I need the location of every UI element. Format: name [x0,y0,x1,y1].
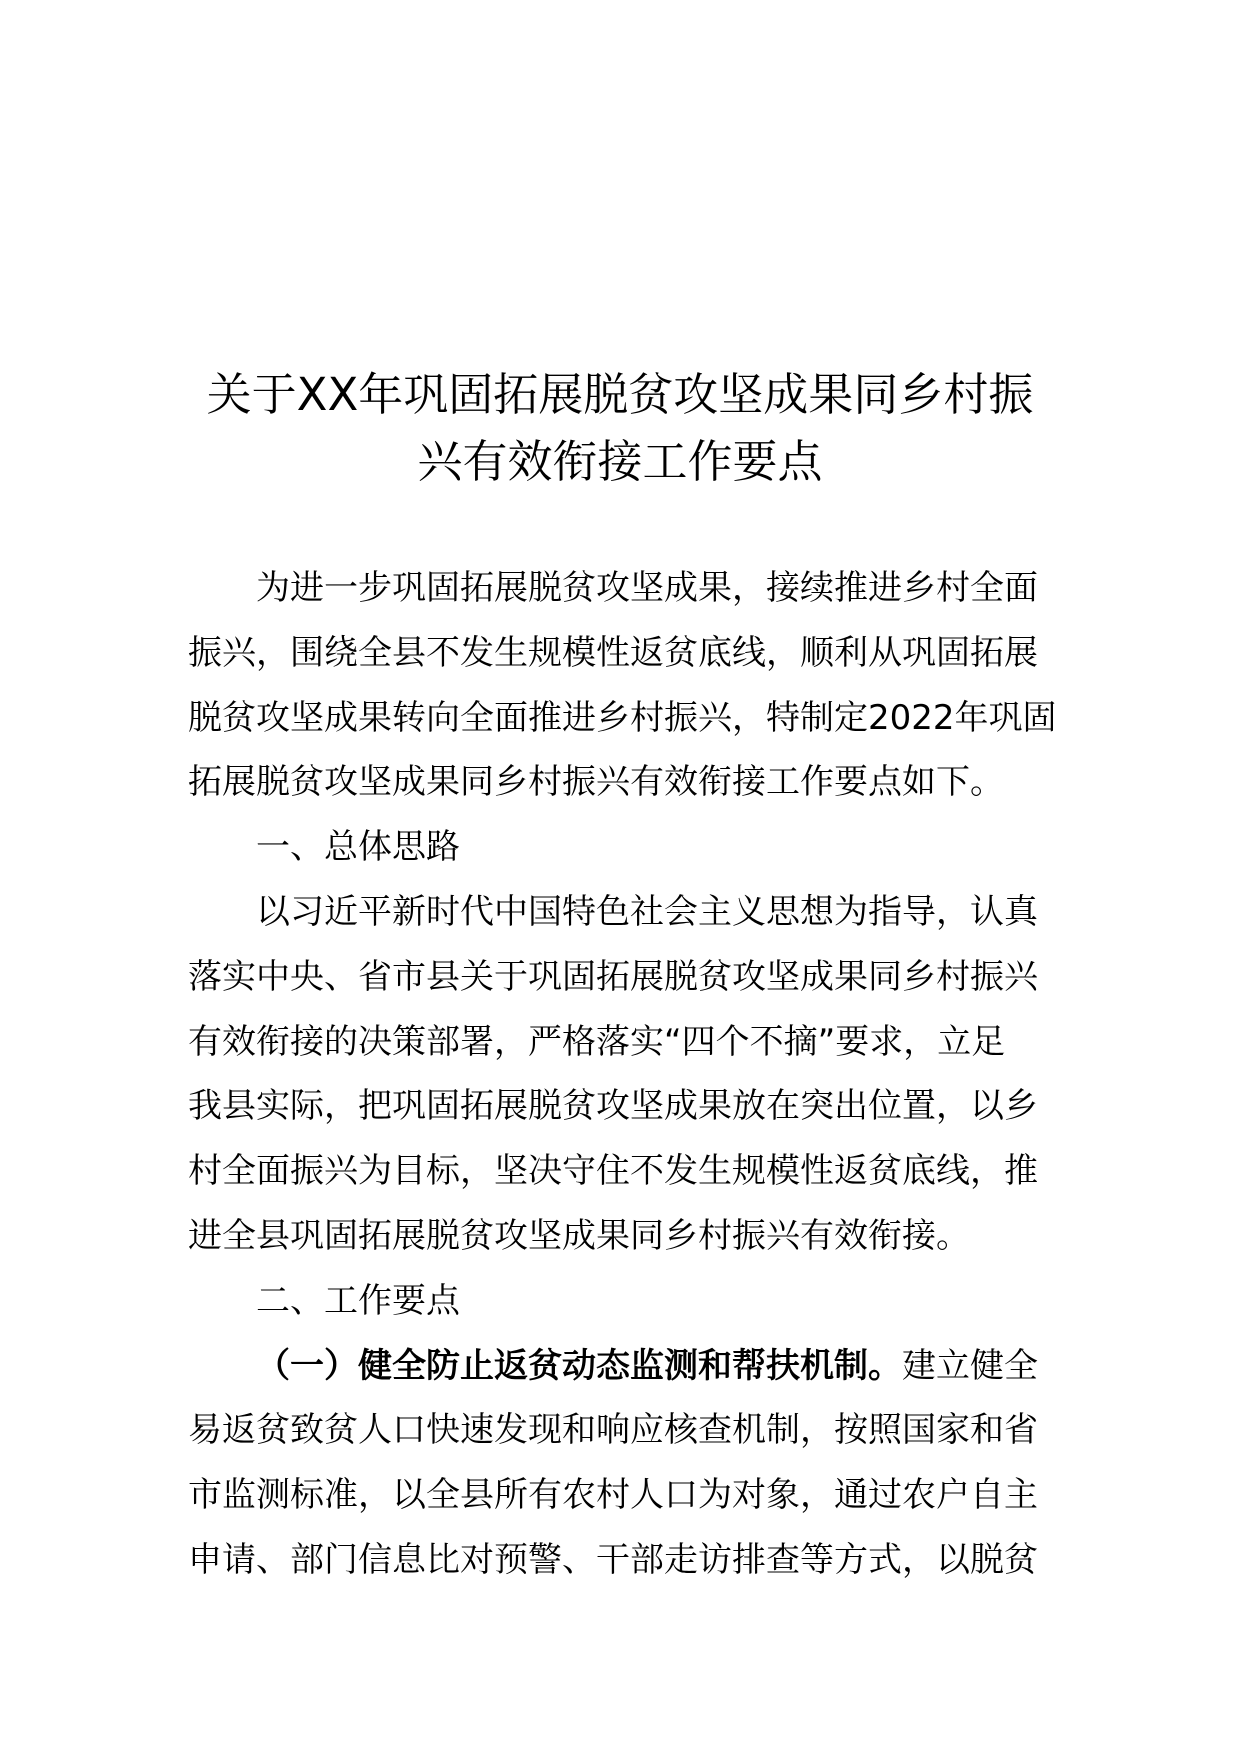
paragraph-overall-line: 进全县巩固拓展脱贫攻坚成果同乡村振兴有效衔接。 [188,1215,970,1256]
paragraph-overall-line: 以习近平新时代中国特色社会主义思想为指导，认真 [256,891,1038,932]
paragraph-overall-line: 有效衔接的决策部署，严格落实“四个不摘”要求，立足 [188,1021,1006,1062]
section-heading-1: 一、总体思路 [256,827,460,868]
point-one-body-line: 市监测标准，以全县所有农村人口为对象，通过农户自主 [188,1475,1038,1516]
point-one-body-line: 申请、部门信息比对预警、干部走访排查等方式，以脱贫 [188,1539,1038,1580]
document-body [188,556,1058,1593]
paragraph-intro-line: 拓展脱贫攻坚成果同乡村振兴有效衔接工作要点如下。 [188,762,1004,803]
paragraph-intro-line: 为进一步巩固拓展脱贫攻坚成果，接续推进乡村全面 [256,568,1038,608]
section-heading-2: 二、工作要点 [256,1280,460,1321]
paragraph-overall-line: 落实中央、省市县关于巩固拓展脱贫攻坚成果同乡村振兴 [188,956,1038,997]
point-one-line [188,1334,1058,1399]
paragraph-overall-line: 我县实际，把巩固拓展脱贫攻坚成果放在突出位置，以乡 [188,1086,1038,1127]
paragraph-intro-line: 脱贫攻坚成果转向全面推进乡村振兴，特制定2022年巩固 [188,697,1057,738]
point-one-body-line: 易返贫致贫人口快速发现和响应核查机制，按照国家和省 [188,1410,1038,1451]
point-one-heading: （一）健全防止返贫动态监测和帮扶机制。 [256,1345,902,1386]
document-title-line-1: 关于XX年巩固拓展脱贫攻坚成果同乡村振 [206,368,1034,421]
paragraph-intro-line: 振兴，围绕全县不发生规模性返贫底线，顺利从巩固拓展 [188,632,1038,673]
paragraph-overall-line: 村全面振兴为目标，坚决守住不发生规模性返贫底线，推 [188,1151,1038,1192]
document-title-line-2: 兴有效衔接工作要点 [417,435,823,488]
point-one-text: 建立健全 [902,1345,1038,1386]
